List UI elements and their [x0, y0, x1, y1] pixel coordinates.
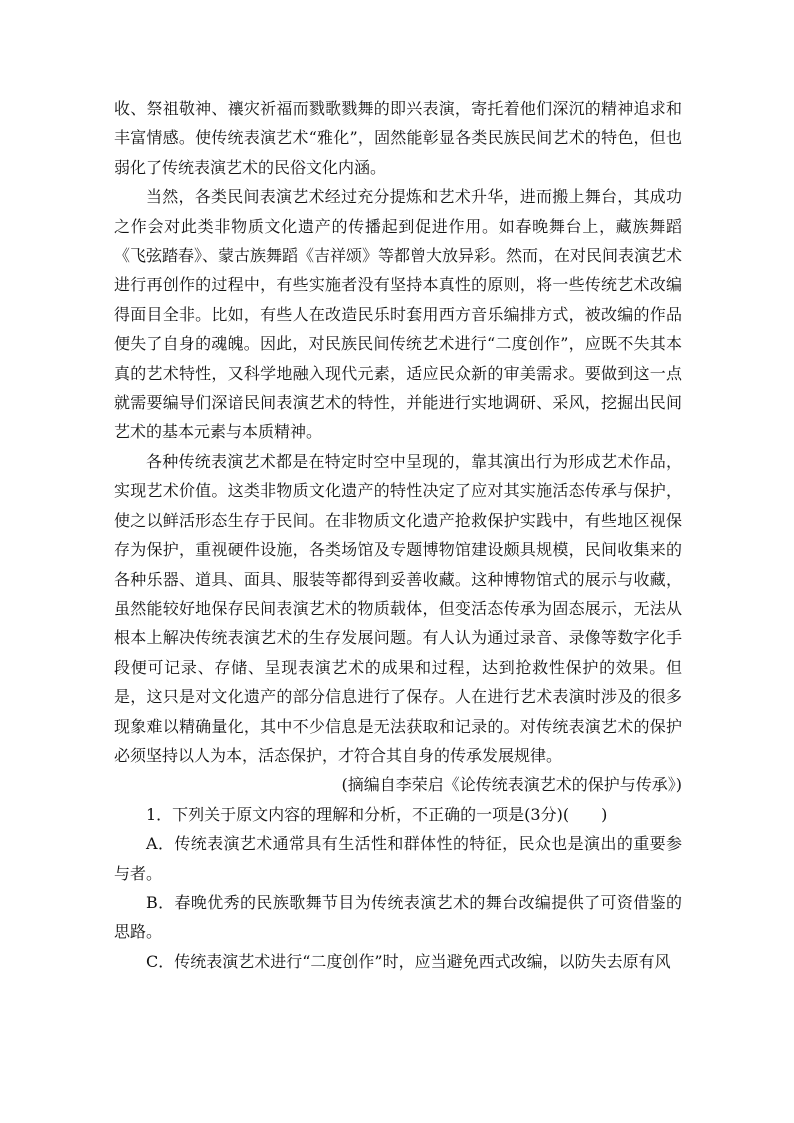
question-stem: 1．下列关于原文内容的理解和分析，不正确的一项是(3分)( ) — [146, 804, 608, 824]
article-body — [114, 94, 682, 976]
option-c: C．传统表演艺术进行“二度创作”时，应当避免西式改编，以防失去原有风 — [146, 951, 671, 971]
paragraph-3: 各种传统表演艺术都是在特定时空中呈现的，靠其演出行为形成艺术作品，实现艺术价值。这类非物质文化遗产的特性决定了应对其实施活态传承与保护，使之以鲜活形态生存于民间。在非物质文化遗产抢救保护实践中，有些地区视保存为保护，重视硬件设施，各类场馆及专题博物馆建设颇具规模，民间收集来的各种乐器、道具、面具、服装等都得到妥善收藏。这种博物馆式的展示与收藏，虽然能较好地保存民间表演艺术的物质载体，但变活态传承为固态展示，无法从根本上解决传统表演艺术的生存发展问题。有人认为通过录音、录像等数字化手段便可记录、存储、呈现表演艺术的成果和过程，达到抢救性保护的效果。但是，这只是对文化遗产的部分信息进行了保存。人在进行艺术表演时涉及的很多现象难以精确量化，其中不少信息是无法获取和记录的。对传统表演艺术的保护必须坚持以人为本，活态保护，才符合其自身的传承发展规律。 — [114, 451, 682, 765]
paragraph-1: 收、祭祖敬神、禳灾祈福而戮歌戮舞的即兴表演，寄托着他们深沉的精神追求和丰富情感。使传统表演艺术“雅化”，固然能彰显各类民族民间艺术的特色，但也弱化了传统表演艺术的民俗文化内涵。 — [114, 99, 682, 177]
option-b: B．春晚优秀的民族歌舞节目为传统表演艺术的舞台改编提供了可资借鉴的思路。 — [114, 892, 682, 942]
option-a: A．传统表演艺术通常具有生活性和群体性的特征，民众也是演出的重要参与者。 — [114, 834, 682, 883]
source-citation: (摘编自李荣启《论传统表演艺术的保护与传承》) — [341, 775, 682, 795]
paragraph-2: 当然，各类民间表演艺术经过充分提炼和艺术升华，进而搬上舞台，其成功之作会对此类非物质文化遗产的传播起到促进作用。如春晚舞台上，藏族舞蹈《飞弦踏春》、蒙古族舞蹈《吉祥颂》等都曾大放异彩。然而，在对民间表演艺术进行再创作的过程中，有些实施者没有坚持本真性的原则，将一些传统艺术改编得面目全非。比如，有些人在改造民乐时套用西方音乐编排方式，被改编的作品便失了自身的魂魄。因此，对民族民间传统艺术进行“二度创作”，应既不失其本真的艺术特性，又科学地融入现代元素，适应民众新的审美需求。要做到这一点就需要编导们深谙民间表演艺术的特性，并能进行实地调研、采风，挖掘出民间艺术的基本元素与本质精神。 — [114, 187, 683, 442]
